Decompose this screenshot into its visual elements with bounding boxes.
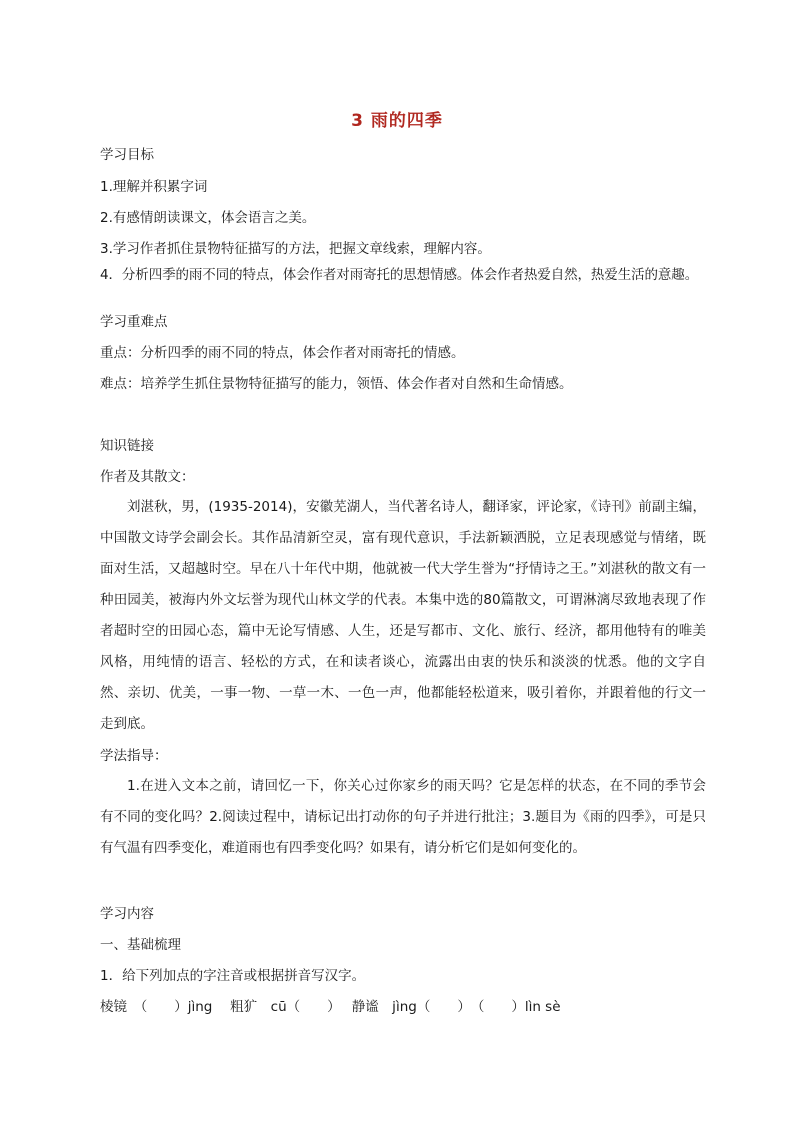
objective-item-2: 2.有感情朗读课文，体会语言之美。 bbox=[100, 210, 316, 226]
basics-section-heading: 一、基础梳理 bbox=[100, 937, 181, 953]
knowledge-heading: 知识链接 bbox=[100, 438, 154, 454]
key-point-difficulty: 难点：培养学生抓住景物特征描写的能力，领悟、体会作者对自然和生命情感。 bbox=[100, 376, 573, 392]
key-point-focus: 重点：分析四季的雨不同的特点，体会作者对雨寄托的情感。 bbox=[100, 345, 465, 361]
method-paragraph: 1.在进入文本之前，请回忆一下，你关心过你家乡的雨天吗？它是怎样的状态，在不同的季节会有不同的变化吗？2.阅读过程中，请标记出打动你的句子并进行批注；3.题目为《雨的四季》，可是只有气温有四季变化，难道雨也有四季变化吗？如果有，请分析它们是如何变化的。 bbox=[100, 778, 706, 856]
author-subheading: 作者及其散文： bbox=[100, 469, 195, 485]
key-points-heading: 学习重难点 bbox=[100, 314, 168, 330]
content-heading: 学习内容 bbox=[100, 906, 154, 922]
objective-item-4: 4．分析四季的雨不同的特点，体会作者对雨寄托的思想情感。体会作者热爱自然，热爱生活的意趣。 bbox=[100, 267, 699, 283]
method-heading: 学法指导： bbox=[100, 748, 168, 764]
objective-item-1: 1.理解并积累字词 bbox=[100, 179, 208, 195]
pinyin-exercise-line: 棱镜 （ ）jìng 粗犷 cū（ ） 静谧 jìng（ ） （ ）lìn sè bbox=[100, 999, 561, 1015]
objectives-heading: 学习目标 bbox=[100, 147, 154, 163]
page-title: 3 雨的四季 bbox=[351, 111, 443, 131]
exercise-question: 1．给下列加点的字注音或根据拼音写汉字。 bbox=[100, 968, 366, 984]
objective-item-3: 3.学习作者抓住景物特征描写的方法，把握文章线索，理解内容。 bbox=[100, 241, 491, 257]
author-paragraph: 刘湛秋，男，(1935-2014)，安徽芜湖人，当代著名诗人，翻译家，评论家，《诗刊》前副主编，中国散文诗学会副会长。其作品清新空灵，富有现代意识，手法新颖洒脱，立足表现感觉与情绪，既面对生活，又超越时空。早在八十年代中期，他就被一代大学生誉为“抒情诗之王。”刘湛秋的散文有一种田园美，被海内外文坛誉为现代山林文学的代表。本集中选的80篇散文，可谓淋漓尽致地表现了作者超时空的田园心态，篇中无论写情感、人生，还是写都市、文化、旅行、经济，都用他特有的唯美风格，用纯情的语言、轻松的方式，在和读者谈心，流露出由衷的快乐和淡淡的忧悉。他的文字自然、亲切、优美，一事一物、一草一木、一色一声，他都能轻松道来，吸引着你，并跟着他的行文一走到底。 bbox=[100, 499, 706, 732]
